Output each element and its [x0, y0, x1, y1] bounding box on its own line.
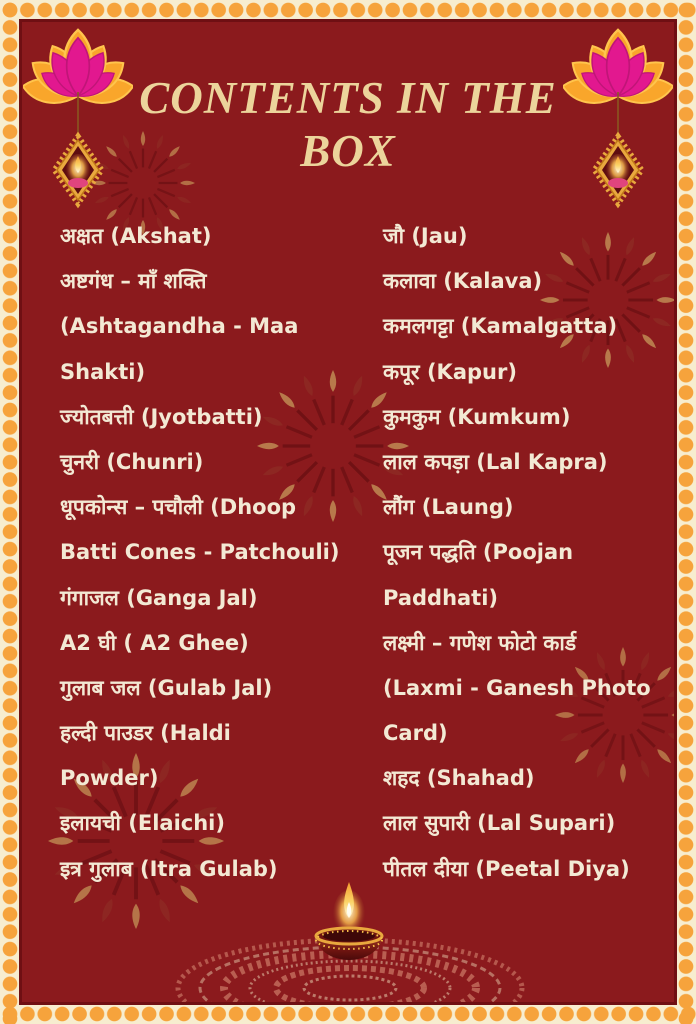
page-title-line1: CONTENTS IN THE: [139, 73, 557, 123]
list-item: चुनरी (Chunri): [60, 449, 204, 474]
list-item: लाल कपड़ा (Lal Kapra): [383, 449, 608, 474]
list-item: Card): [383, 721, 448, 746]
page-title-line2: BOX: [300, 126, 396, 176]
list-item: A2 घी ( A2 Ghee): [60, 630, 249, 655]
list-item: Powder): [60, 766, 159, 791]
diya-lamp-icon: [316, 882, 382, 960]
list-item: गंगाजल (Ganga Jal): [60, 585, 258, 610]
list-item: कलावा (Kalava): [383, 269, 543, 294]
list-item: (Laxmi - Ganesh Photo: [383, 675, 651, 700]
list-item: जौ (Jau): [383, 224, 468, 248]
list-item: कपूर (Kapur): [383, 359, 517, 384]
list-item: कुमकुम (Kumkum): [383, 404, 571, 429]
list-item: कमलगट्टा (Kamalgatta): [383, 314, 618, 339]
border-beads-bottom: [0, 1004, 696, 1024]
list-item: लाल सुपारी (Lal Supari): [383, 811, 616, 836]
list-item: Batti Cones - Patchouli): [60, 540, 340, 565]
list-item: पूजन पद्धति (Poojan: [383, 540, 574, 565]
list-item: लक्ष्मी – गणेश फोटो कार्ड: [383, 630, 577, 655]
contents-column-left: [60, 214, 360, 892]
list-item: अष्टगंध – माँ शक्ति: [60, 269, 207, 294]
list-item: (Ashtagandha - Maa: [60, 314, 299, 339]
list-item: Paddhati): [383, 585, 499, 610]
list-item: Shakti): [60, 359, 146, 384]
list-item: ज्योतबत्ती (Jyotbatti): [60, 404, 263, 429]
page-title: [0, 72, 696, 178]
list-item: अक्षत (Akshat): [60, 224, 212, 248]
list-item: इत्र गुलाब (Itra Gulab): [60, 856, 278, 881]
list-item: धूपकोन्स – पचौली (Dhoop: [60, 495, 297, 520]
list-item: शहद (Shahad): [383, 766, 535, 791]
list-item: लौंग (Laung): [383, 495, 514, 520]
list-item: गुलाब जल (Gulab Jal): [60, 675, 273, 700]
border-beads-top: [0, 0, 696, 20]
list-item: पीतल दीया (Peetal Diya): [383, 856, 630, 881]
list-item: हल्दी पाउडर (Haldi: [60, 721, 231, 746]
list-item: इलायची (Elaichi): [60, 811, 225, 836]
contents-column-right: [383, 214, 678, 892]
